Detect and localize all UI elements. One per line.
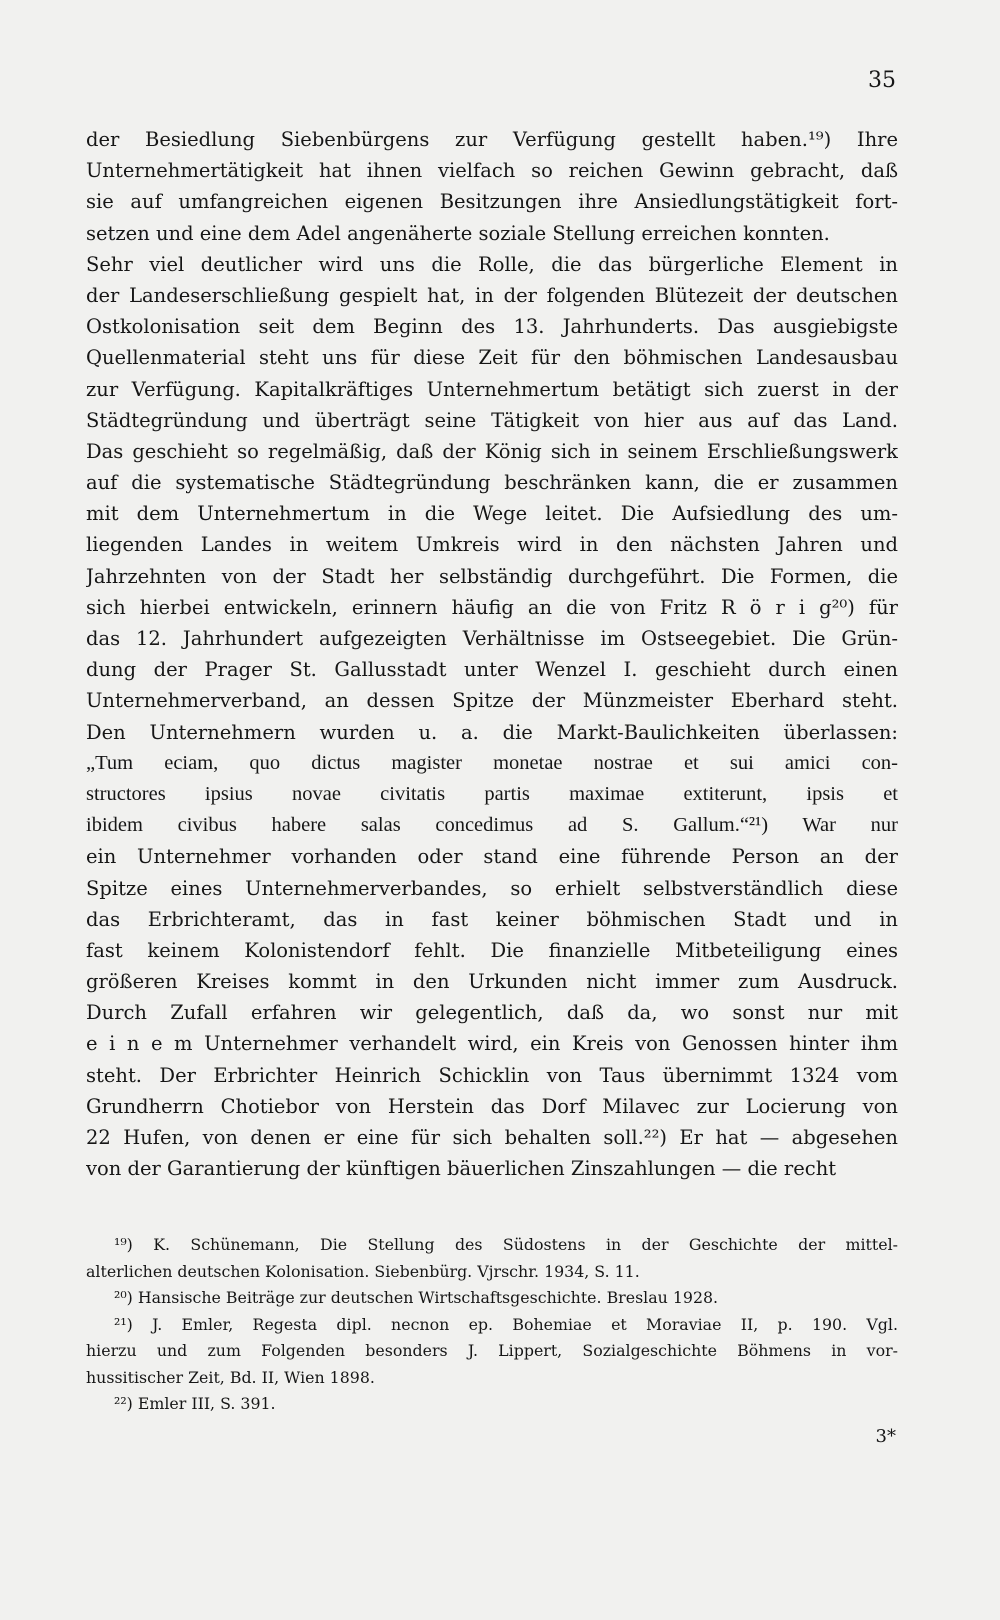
text-line: liegenden Landes in weitem Umkreis wird in den nächsten Jahren und bbox=[86, 533, 898, 557]
text-line: Das geschieht so regelmäßig, daß der König sich in seinem Erschließungswerk bbox=[86, 439, 898, 463]
text-line: „Tum eciam, quo dictus magister monetae nostrae et sui amici con- bbox=[86, 751, 898, 774]
text-line: mit dem Unternehmertum in die Wege leitet. Die Aufsiedlung des um- bbox=[86, 502, 898, 526]
text-line: Grundherrn Chotiebor von Herstein das Dorf Milavec zur Locierung von bbox=[86, 1094, 898, 1118]
footnote bbox=[86, 1391, 898, 1418]
text-line: auf die systematische Städtegründung beschränken kann, die er zusammen bbox=[86, 471, 898, 495]
text-line: der Landeserschließung gespielt hat, in der folgenden Blütezeit der deutschen bbox=[86, 283, 898, 307]
body-text bbox=[86, 124, 898, 1184]
footnotes bbox=[86, 1232, 898, 1418]
page-number: 35 bbox=[868, 68, 896, 93]
text-line: der Besiedlung Siebenbürgens zur Verfügung gestellt haben.¹⁹) Ihre bbox=[86, 128, 898, 151]
text-line: dung der Prager St. Gallusstadt unter Wenzel I. geschieht durch einen bbox=[86, 658, 898, 682]
text-line: Spitze eines Unternehmerverbandes, so erhielt selbstverständlich diese bbox=[86, 876, 898, 900]
footnote-line: ²⁰) Hansische Beiträge zur deutschen Wirtschaftsgeschichte. Breslau 1928. bbox=[114, 1288, 719, 1307]
footnote bbox=[86, 1312, 898, 1392]
footnote-line: alterlichen deutschen Kolonisation. Siebenbürg. Vjrschr. 1934, S. 11. bbox=[86, 1261, 640, 1281]
signature-mark: 3* bbox=[875, 1426, 896, 1447]
text-line: Unternehmerverband, an dessen Spitze der Münzmeister Eberhard steht. bbox=[86, 689, 898, 713]
text-line: Jahrzehnten von der Stadt her selbständig durchgeführt. Die Formen, die bbox=[86, 564, 898, 588]
footnote-line: ²²) Emler III, S. 391. bbox=[114, 1394, 276, 1413]
text-line: zur Verfügung. Kapitalkräftiges Unternehmertum betätigt sich zuerst in der bbox=[86, 377, 898, 401]
footnote-line: hierzu und zum Folgenden besonders J. Lippert, Sozialgeschichte Böhmens in vor- bbox=[86, 1341, 898, 1360]
text-line: Quellenmaterial steht uns für diese Zeit für den böhmischen Landesausbau bbox=[86, 346, 898, 370]
footnote bbox=[86, 1232, 898, 1285]
text-line: sie auf umfangreichen eigenen Besitzungen ihre Ansiedlungstätigkeit fort- bbox=[86, 190, 898, 214]
footnote bbox=[86, 1285, 898, 1312]
text-line: Städtegründung und überträgt seine Tätigkeit von hier aus auf das Land. bbox=[86, 408, 898, 432]
text-line: das 12. Jahrhundert aufgezeigten Verhältnisse im Ostseegebiet. Die Grün- bbox=[86, 627, 898, 650]
text-line: steht. Der Erbrichter Heinrich Schicklin von Taus übernimmt 1324 vom bbox=[86, 1063, 898, 1087]
text-line: fast keinem Kolonistendorf fehlt. Die finanzielle Mitbeteiligung eines bbox=[86, 938, 898, 962]
footnote-line: hussitischer Zeit, Bd. II, Wien 1898. bbox=[86, 1367, 375, 1387]
text-line: ein Unternehmer vorhanden oder stand eine führende Person an der bbox=[86, 845, 898, 869]
text-line: sich hierbei entwickeln, erinnern häufig an die von Fritz R ö r i g²⁰) für bbox=[86, 595, 898, 619]
text-line: von der Garantierung der künftigen bäuerlichen Zinszahlungen — die recht bbox=[86, 1157, 837, 1181]
text-line: Durch Zufall erfahren wir gelegentlich, daß da, wo sonst nur mit bbox=[86, 1001, 898, 1025]
text-line: Den Unternehmern wurden u. a. die Markt-Baulichkeiten überlassen: bbox=[86, 720, 898, 744]
text-line: e i n e m Unternehmer verhandelt wird, ein Kreis von Genossen hinter ihm bbox=[86, 1032, 898, 1056]
footnote-line: ¹⁹) K. Schünemann, Die Stellung des Südostens in der Geschichte der mittel- bbox=[114, 1235, 898, 1254]
text-line: Sehr viel deutlicher wird uns die Rolle, die das bürgerliche Element in bbox=[86, 252, 898, 276]
text-line: structores ipsius novae civitatis partis maximae extiterunt, ipsis et bbox=[86, 782, 898, 805]
text-line: das Erbrichteramt, das in fast keiner böhmischen Stadt und in bbox=[86, 907, 898, 931]
text-line: Unternehmertätigkeit hat ihnen vielfach so reichen Gewinn gebracht, daß bbox=[86, 159, 898, 183]
text-line: Ostkolonisation seit dem Beginn des 13. Jahrhunderts. Das ausgiebigste bbox=[86, 315, 898, 339]
text-line: 22 Hufen, von denen er eine für sich behalten soll.²²) Er hat — abgesehen bbox=[86, 1126, 898, 1149]
text-line: größeren Kreises kommt in den Urkunden nicht immer zum Ausdruck. bbox=[86, 970, 898, 994]
text-line: setzen und eine dem Adel angenäherte soziale Stellung erreichen konnten. bbox=[86, 221, 830, 245]
text-line: ibidem civibus habere salas concedimus ad S. Gallum.“²¹) War nur bbox=[86, 814, 898, 837]
footnote-line: ²¹) J. Emler, Regesta dipl. necnon ep. Bohemiae et Moraviae II, p. 190. Vgl. bbox=[114, 1314, 898, 1334]
